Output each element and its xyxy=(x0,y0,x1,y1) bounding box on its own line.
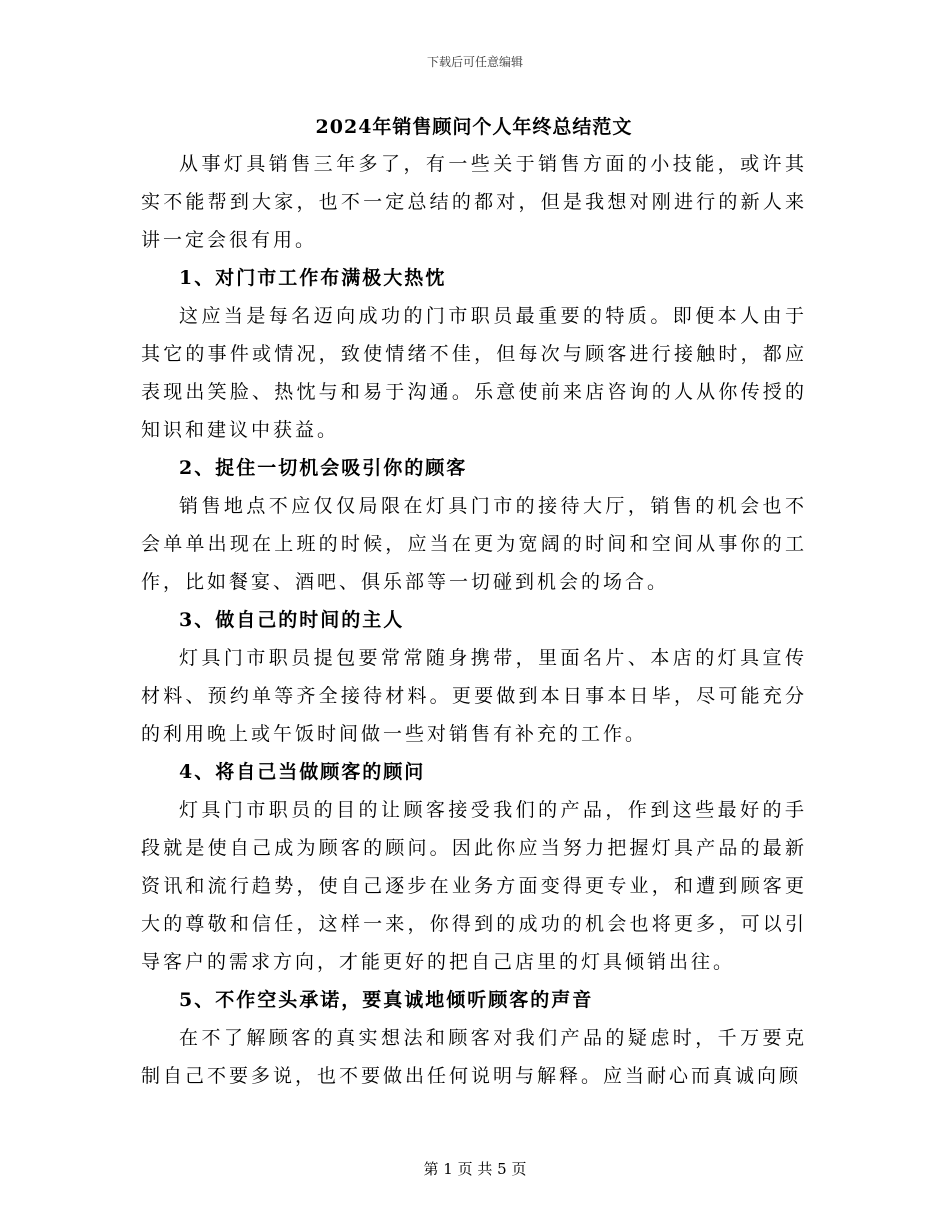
section-heading: 5、不作空头承诺，要真诚地倾听顾客的声音 xyxy=(179,989,594,1011)
section-2 xyxy=(141,449,807,601)
section-3 xyxy=(141,601,807,753)
section-body: 销售地点不应仅仅局限在灯具门市的接待大厅，销售的机会也不会单单出现在上班的时候，应当在更为宽阔的时间和空间从事你的工作，比如餐宴、酒吧、俱乐部等一切碰到机会的场合。 xyxy=(141,495,807,593)
section-1 xyxy=(141,259,807,449)
section-heading: 4、将自己当做顾客的顾问 xyxy=(179,761,426,783)
section-heading: 2、捉住一切机会吸引你的顾客 xyxy=(179,457,468,479)
section-body: 这应当是每名迈向成功的门市职员最重要的特质。即便本人由于其它的事件或情况，致使情绪不佳，但每次与顾客进行接触时，都应表现出笑脸、热忱与和易于沟通。乐意使前来店咨询的人从你传授的知识和建议中获益。 xyxy=(141,305,807,441)
section-body: 灯具门市职员提包要常常随身携带，里面名片、本店的灯具宣传材料、预约单等齐全接待材料。更要做到本日事本日毕，尽可能充分的利用晚上或午饭时间做一些对销售有补充的工作。 xyxy=(141,647,807,745)
header-note: 下载后可任意编辑 xyxy=(426,55,523,69)
section-5 xyxy=(141,981,807,1095)
section-body: 灯具门市职员的目的让顾客接受我们的产品，作到这些最好的手段就是使自己成为顾客的顾问。因此你应当努力把握灯具产品的最新资讯和流行趋势，使自己逐步在业务方面变得更专业，和遭到顾客更大的尊敬和信任，这样一来，你得到的成功的机会也将更多，可以引导客户的需求方向，才能更好的把自己店里的灯具倾销出往。 xyxy=(141,799,807,973)
document-title: 2024年销售顾问个人年终总结范文 xyxy=(315,116,633,138)
section-body: 在不了解顾客的真实想法和顾客对我们产品的疑虑时，千万要克制自己不要多说，也不要做出任何说明与解释。应当耐心而真诚向顾 xyxy=(141,1027,807,1087)
section-4 xyxy=(141,753,807,981)
document-body xyxy=(141,111,807,1095)
section-heading: 3、做自己的时间的主人 xyxy=(179,609,405,631)
intro-paragraph: 从事灯具销售三年多了，有一些关于销售方面的小技能，或许其实不能帮到大家，也不一定总结的都对，但是我想对刚进行的新人来讲一定会很有用。 xyxy=(141,153,807,251)
page-footer: 第 1 页 共 5 页 xyxy=(423,1160,527,1178)
section-heading: 1、对门市工作布满极大热忱 xyxy=(179,267,447,289)
